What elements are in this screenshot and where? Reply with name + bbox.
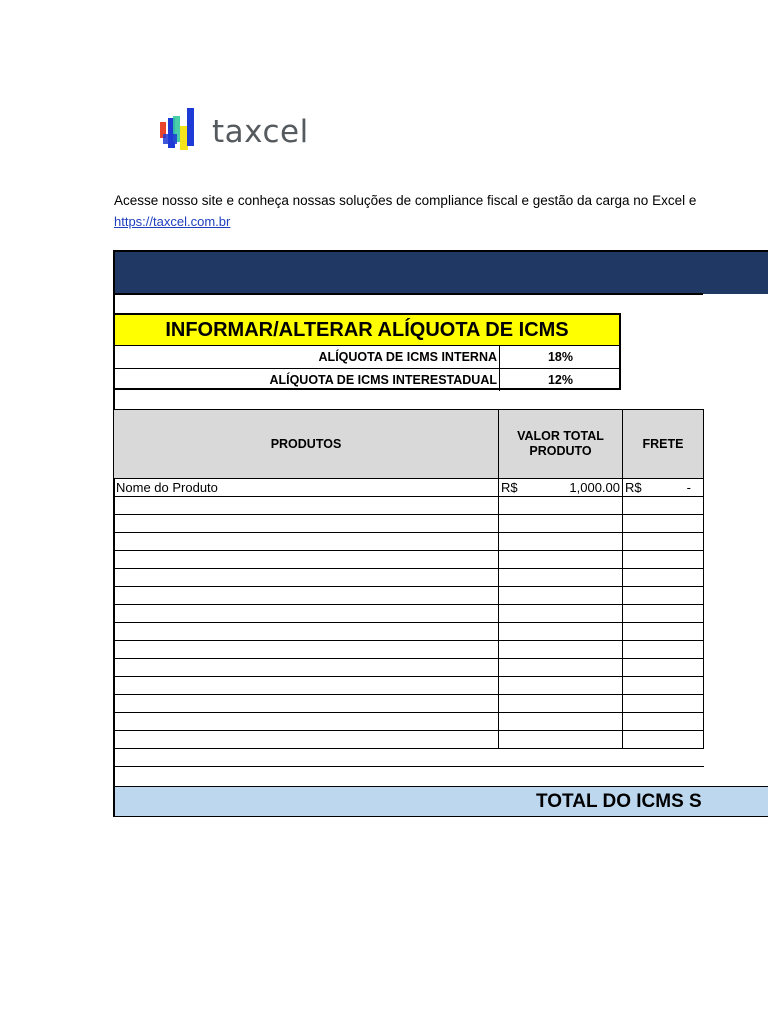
aliquota-label-interna: ALÍQUOTA DE ICMS INTERNA [318,350,497,364]
frete-cell[interactable] [623,587,704,605]
table-row [114,695,704,713]
valor-cell[interactable] [499,731,623,749]
valor-cell[interactable] [499,659,623,677]
frete-cell[interactable] [623,731,704,749]
frete-cell[interactable] [623,479,704,497]
product-name-cell[interactable] [114,623,499,641]
table-row [114,605,704,623]
table-row [114,731,704,749]
frete-currency: R$ [625,480,642,495]
table-row [114,623,704,641]
table-row [114,551,704,569]
product-name-cell[interactable] [114,731,499,749]
table-row [114,497,704,515]
table-row [114,749,704,767]
frete-cell[interactable] [623,659,704,677]
valor-cell[interactable] [499,533,623,551]
table-row [114,569,704,587]
table-row [114,659,704,677]
product-name-cell[interactable] [114,605,499,623]
frete-cell[interactable] [623,569,704,587]
aliquota-row-interestadual [115,368,619,391]
frete-cell[interactable] [623,641,704,659]
frete-cell[interactable] [623,623,704,641]
table-row [114,713,704,731]
frame-top-border [113,250,768,252]
product-name-cell[interactable] [114,551,499,569]
frete-cell[interactable] [623,551,704,569]
product-name-cell[interactable] [114,515,499,533]
frete-cell[interactable] [623,677,704,695]
aliquota-label-interestadual: ALÍQUOTA DE ICMS INTERESTADUAL [269,373,497,387]
taxcel-logo [160,106,320,156]
product-name-cell[interactable] [114,695,499,713]
valor-currency: R$ [501,480,518,495]
product-name-cell[interactable] [114,677,499,695]
valor-cell[interactable] [499,605,623,623]
total-bar [113,786,768,817]
frete-amount: - [686,480,691,495]
header-banner [113,250,768,294]
valor-cell[interactable] [499,641,623,659]
frete-cell[interactable] [623,713,704,731]
header-produtos: PRODUTOS [114,410,499,479]
aliquota-title: INFORMAR/ALTERAR ALÍQUOTA DE ICMS [115,315,619,346]
frete-cell[interactable] [623,695,704,713]
aliquota-box [113,313,621,390]
header-frete: FRETE [623,410,704,479]
frete-cell[interactable] [623,515,704,533]
valor-cell[interactable] [499,623,623,641]
product-name-cell[interactable] [114,659,499,677]
table-row [114,533,704,551]
product-name-cell[interactable]: Nome do Produto [114,479,499,497]
table-row [114,587,704,605]
product-name-cell[interactable] [114,641,499,659]
total-icms-label: TOTAL DO ICMS S [536,791,702,812]
product-name-cell[interactable] [114,533,499,551]
product-name-cell[interactable] [114,587,499,605]
valor-cell[interactable] [499,497,623,515]
product-name-cell[interactable] [114,497,499,515]
valor-cell[interactable] [499,587,623,605]
frete-cell[interactable] [623,533,704,551]
aliquota-value-interestadual[interactable]: 12% [499,369,621,391]
site-link[interactable]: https://taxcel.com.br [114,214,231,229]
frame-divider [113,293,703,295]
valor-cell[interactable] [499,479,623,497]
frete-cell[interactable] [623,497,704,515]
valor-cell[interactable] [499,569,623,587]
taxcel-logo-icon [160,108,200,154]
product-name-cell[interactable] [114,713,499,731]
aliquota-row-interna [115,346,619,368]
frete-cell[interactable] [623,749,704,767]
valor-cell[interactable] [499,551,623,569]
intro-text: Acesse nosso site e conheça nossas soluções de compliance fiscal e gestão da carga no Excel e [114,193,697,208]
table-row [114,677,704,695]
valor-cell[interactable] [499,515,623,533]
valor-cell[interactable] [499,677,623,695]
valor-cell[interactable] [499,713,623,731]
valor-cell[interactable] [499,749,623,767]
valor-amount: 1,000.00 [569,480,620,495]
aliquota-value-interna[interactable]: 18% [499,346,621,368]
table-row [114,641,704,659]
product-name-cell[interactable] [114,749,499,767]
products-table [113,409,704,767]
valor-cell[interactable] [499,695,623,713]
product-name-cell[interactable] [114,569,499,587]
taxcel-logo-text: taxcel [212,114,309,150]
table-row [114,479,704,497]
frete-cell[interactable] [623,605,704,623]
table-row [114,515,704,533]
header-valor-total: VALOR TOTAL PRODUTO [499,410,623,479]
